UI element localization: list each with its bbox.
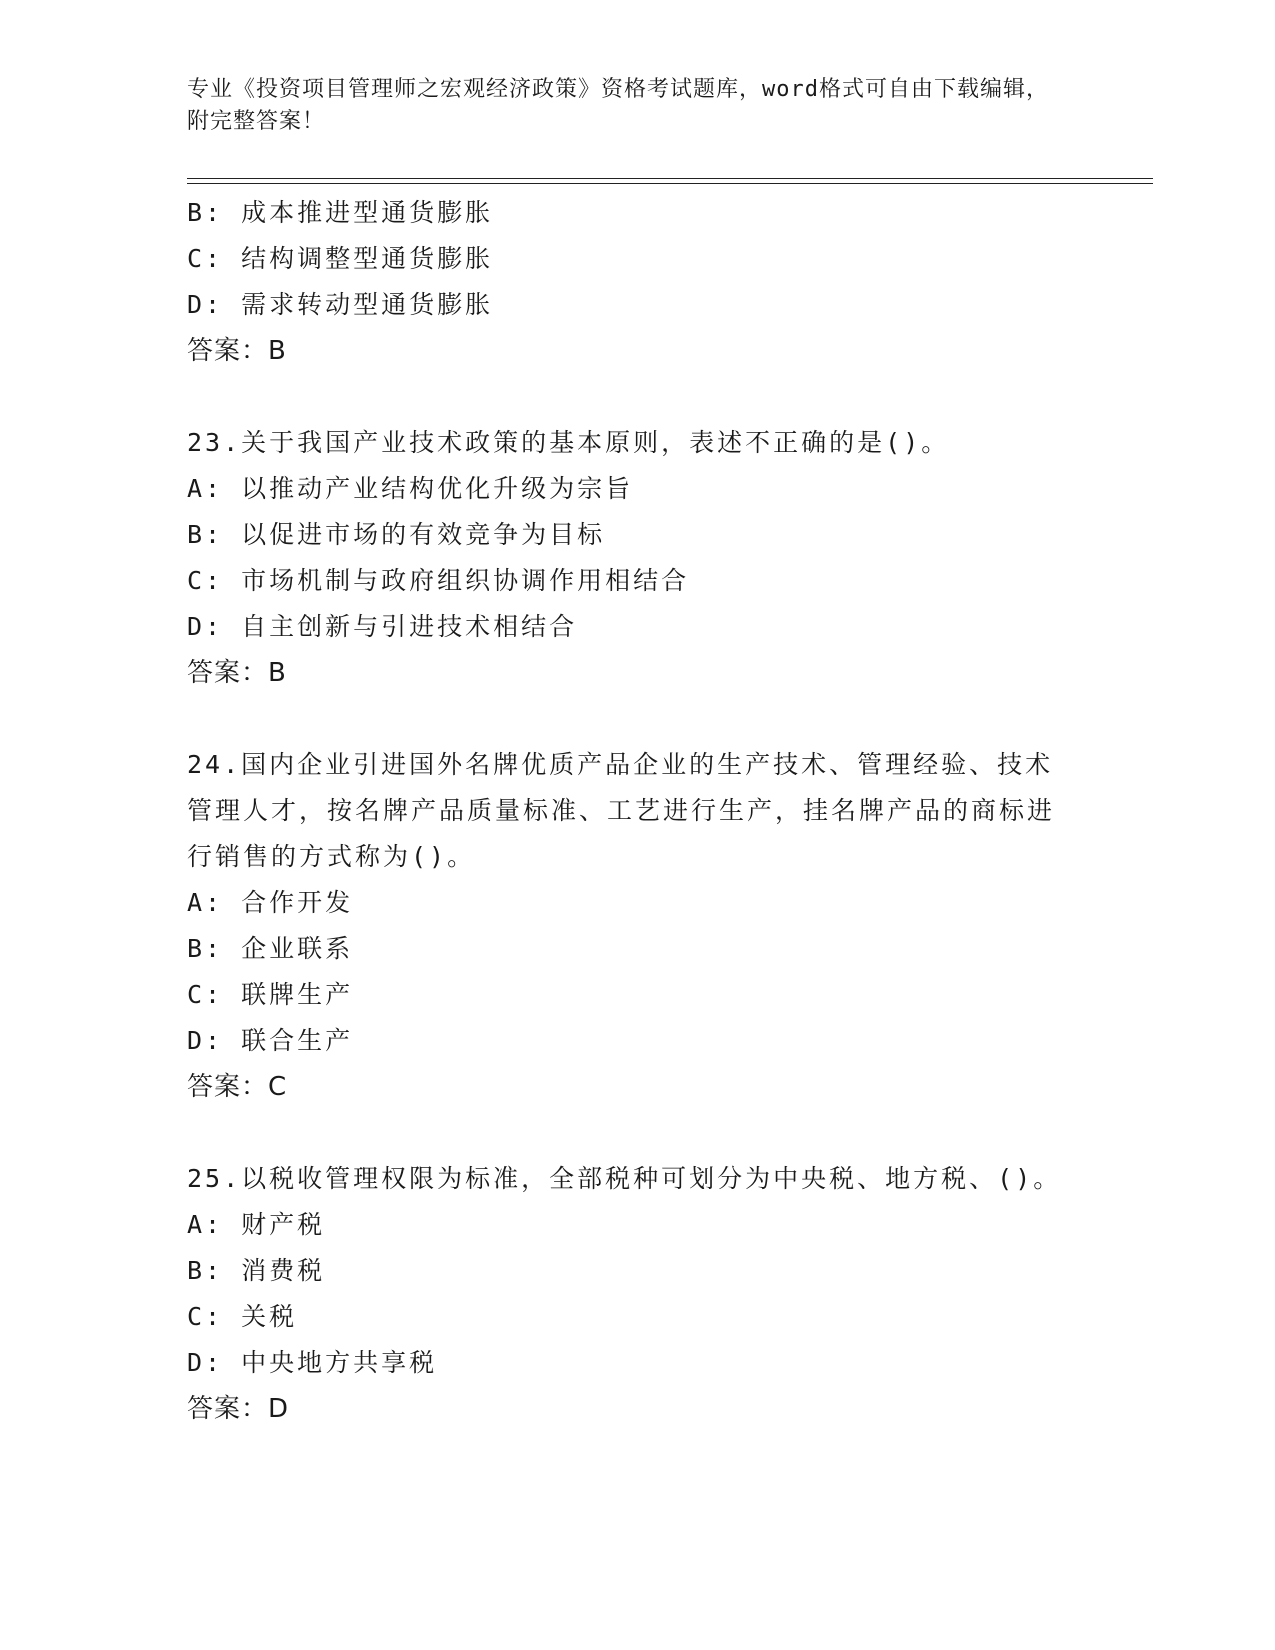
question-24	[187, 742, 1087, 1110]
question-text: 23.关于我国产业技术政策的基本原则，表述不正确的是()。	[187, 428, 950, 457]
question-text: 24.国内企业引进国外名牌优质产品企业的生产技术、管理经验、技术管理人才，按名牌产品质量标准、工艺进行生产，挂名牌产品的商标进行销售的方式称为()。	[187, 750, 1056, 871]
header-rule-bottom	[187, 183, 1153, 184]
option-d: D: 联合生产	[187, 1026, 354, 1055]
option-d: D: 需求转动型通货膨胀	[187, 290, 494, 319]
option-a: A: 合作开发	[187, 888, 354, 917]
answer-line: 答案：B	[187, 658, 287, 688]
option-d: D: 自主创新与引进技术相结合	[187, 612, 578, 641]
option-c: C: 结构调整型通货膨胀	[187, 244, 494, 273]
question-content	[187, 190, 1087, 1432]
option-d: D: 中央地方共享税	[187, 1348, 438, 1377]
document-header: 专业《投资项目管理师之宏观经济政策》资格考试题库，word格式可自由下载编辑，附完整答案！	[187, 77, 1049, 134]
question-22-partial	[187, 190, 1087, 374]
option-b: B: 成本推进型通货膨胀	[187, 198, 494, 227]
answer-line: 答案：D	[187, 1394, 290, 1424]
option-c: C: 联牌生产	[187, 980, 354, 1009]
header-rule-top	[187, 178, 1153, 179]
option-a: A: 财产税	[187, 1210, 326, 1239]
option-b: B: 以促进市场的有效竞争为目标	[187, 520, 606, 549]
question-25	[187, 1156, 1087, 1432]
question-text: 25.以税收管理权限为标准，全部税种可划分为中央税、地方税、()。	[187, 1164, 1062, 1193]
question-23	[187, 420, 1087, 696]
answer-line: 答案：B	[187, 336, 287, 366]
option-b: B: 企业联系	[187, 934, 354, 963]
option-c: C: 市场机制与政府组织协调作用相结合	[187, 566, 690, 595]
option-b: B: 消费税	[187, 1256, 326, 1285]
answer-line: 答案：C	[187, 1072, 288, 1102]
option-a: A: 以推动产业结构优化升级为宗旨	[187, 474, 634, 503]
option-c: C: 关税	[187, 1302, 298, 1331]
